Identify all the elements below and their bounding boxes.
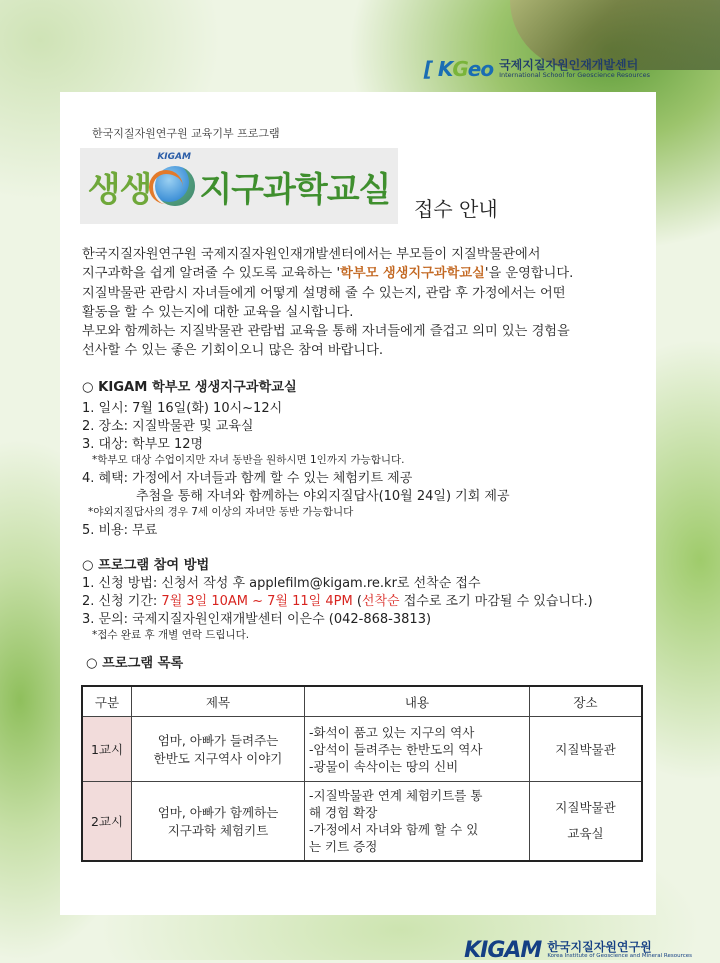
center-logo-mark-suffix: eo bbox=[467, 57, 494, 81]
banner-part1: 생생 bbox=[87, 169, 152, 210]
banner-kigam-tag: KIGAM bbox=[157, 152, 191, 162]
note-contact: *접수 완료 후 개별 연락 드립니다. bbox=[92, 629, 250, 641]
title-line: 지구과학 체험키트 bbox=[167, 823, 269, 838]
title-line: 엄마, 아빠가 함께하는 bbox=[157, 805, 279, 820]
apply-period-note: 접수로 조기 마감될 수 있습니다.) bbox=[399, 594, 593, 609]
intro-line: 지질박물관 관람시 자녀들에게 어떻게 설명해 줄 수 있는지, 관람 후 가정에서는 어떤 bbox=[82, 285, 566, 301]
intro-line: 한국지질자원연구원 국제지질자원인재개발센터에서는 부모들이 지질박물관에서 bbox=[82, 247, 541, 262]
title-cell bbox=[132, 717, 305, 782]
place-line: 지질박물관 bbox=[555, 800, 616, 815]
apply-period-label: 2. 신청 기간: bbox=[82, 594, 162, 609]
place-line: 교육실 bbox=[567, 826, 604, 841]
title-line: 한반도 지구역사 이야기 bbox=[153, 751, 283, 766]
apply-period bbox=[82, 590, 593, 609]
center-logo-mark-o: G bbox=[452, 57, 468, 81]
table-row bbox=[82, 782, 642, 862]
table-header-row bbox=[82, 686, 642, 717]
info-benefit: 4. 혜택: 가정에서 자녀들과 함께 할 수 있는 체험키트 제공 bbox=[82, 471, 413, 486]
content-line: -광물이 속삭이는 땅의 신비 bbox=[309, 758, 459, 774]
content-cell bbox=[305, 782, 530, 862]
apply-period-dates: 7월 3일 10AM ~ 7월 11일 4PM bbox=[161, 594, 353, 609]
kigam-footer-logo bbox=[464, 938, 692, 963]
content-cell bbox=[305, 717, 530, 782]
intro-text: 지구과학을 쉽게 알려줄 수 있도록 교육하는 ' bbox=[82, 266, 341, 282]
title-line: 엄마, 아빠가 들려주는 bbox=[157, 733, 279, 748]
section-heading-list: ○ 프로그램 목록 bbox=[86, 656, 184, 671]
intro-line: 활동을 할 수 있는지에 대한 교육을 실시합니다. bbox=[82, 304, 354, 320]
place-cell bbox=[530, 717, 643, 782]
center-logo-mark bbox=[424, 57, 493, 81]
info-place: 2. 장소: 지질박물관 및 교육실 bbox=[82, 419, 254, 434]
content-line: 해 경험 확장 bbox=[309, 805, 378, 820]
section-heading-apply: ○ 프로그램 참여 방법 bbox=[82, 558, 210, 573]
apply-contact: 3. 문의: 국제지질자원인재개발센터 이은수 (042-868-3813) bbox=[82, 612, 432, 627]
table-header-cell: 내용 bbox=[305, 686, 530, 717]
content-line: 는 키트 증정 bbox=[309, 839, 378, 854]
info-benefit-extra: 추첨을 통해 자녀와 함께하는 야외지질답사(10월 24일) 기회 제공 bbox=[136, 489, 510, 504]
info-cost: 5. 비용: 무료 bbox=[82, 523, 158, 538]
orbit-ring-icon bbox=[149, 170, 183, 204]
table-header-cell: 제목 bbox=[132, 686, 305, 717]
kigam-name-kr: 한국지질자원연구원 bbox=[547, 940, 652, 955]
info-date: 1. 일시: 7월 16일(화) 10시~12시 bbox=[82, 401, 283, 416]
info-target: 3. 대상: 학부모 12명 bbox=[82, 437, 204, 452]
section-heading-program: ○ KIGAM 학부모 생생지구과학교실 bbox=[82, 380, 297, 395]
program-banner bbox=[80, 148, 398, 224]
note-field-trip: *야외지질답사의 경우 7세 이상의 자녀만 동반 가능합니다 bbox=[88, 506, 354, 518]
table-header-cell: 장소 bbox=[530, 686, 643, 717]
kigam-name-en: Korea Institute of Geoscience and Mineral Resources bbox=[547, 952, 692, 959]
period-cell: 1교시 bbox=[82, 717, 132, 782]
content-line: -화석이 품고 있는 지구의 역사 bbox=[309, 724, 475, 740]
content-line: -지질박물관 연계 체험키트를 통 bbox=[309, 788, 483, 803]
intro-line: 부모와 함께하는 지질박물관 관람법 교육을 통해 자녀들에게 즐겁고 의미 있는 경험을 bbox=[82, 324, 570, 340]
center-name-en: International School for Geoscience Resources bbox=[499, 70, 650, 79]
intro-paragraph bbox=[82, 245, 662, 361]
center-logo-mark-prefix: [ K bbox=[423, 57, 453, 81]
program-table bbox=[81, 685, 643, 862]
kigam-logo-mark: KIGAM bbox=[464, 938, 542, 963]
table-row bbox=[82, 717, 642, 782]
place-line: 지질박물관 bbox=[555, 742, 616, 757]
intro-text: '을 운영합니다. bbox=[484, 266, 574, 282]
first-come-label: 선착순 bbox=[361, 594, 400, 609]
apply-period-paren: ( bbox=[352, 594, 362, 609]
ministry-line: 한국지질자원연구원 교육기부 프로그램 bbox=[92, 127, 280, 140]
apply-method: 1. 신청 방법: 신청서 작성 후 applefilm@kigam.re.kr로 선착순 접수 bbox=[82, 576, 481, 591]
center-name-kr: 국제지질자원인재개발센터 bbox=[499, 58, 639, 73]
title-cell bbox=[132, 782, 305, 862]
note-child-accompany: *학부모 대상 수업이지만 자녀 동반을 원하시면 1인까지 가능합니다. bbox=[92, 454, 405, 466]
globe-icon bbox=[155, 152, 195, 206]
period-cell: 2교시 bbox=[82, 782, 132, 862]
table-header-cell: 구분 bbox=[82, 686, 132, 717]
intro-line: 선사할 수 있는 좋은 기회이오니 많은 참여 바랍니다. bbox=[82, 343, 384, 359]
notice-title: 접수 안내 bbox=[414, 197, 498, 221]
intro-line bbox=[82, 264, 662, 283]
banner-part2: 지구과학교실 bbox=[199, 169, 391, 210]
center-logo bbox=[424, 56, 650, 82]
place-cell bbox=[530, 782, 643, 862]
content-line: -암석이 들려주는 한반도의 역사 bbox=[309, 741, 483, 757]
program-name-highlight: 학부모 생생지구과학교실 bbox=[340, 266, 485, 282]
content-line: -가정에서 자녀와 함께 할 수 있 bbox=[309, 822, 479, 837]
